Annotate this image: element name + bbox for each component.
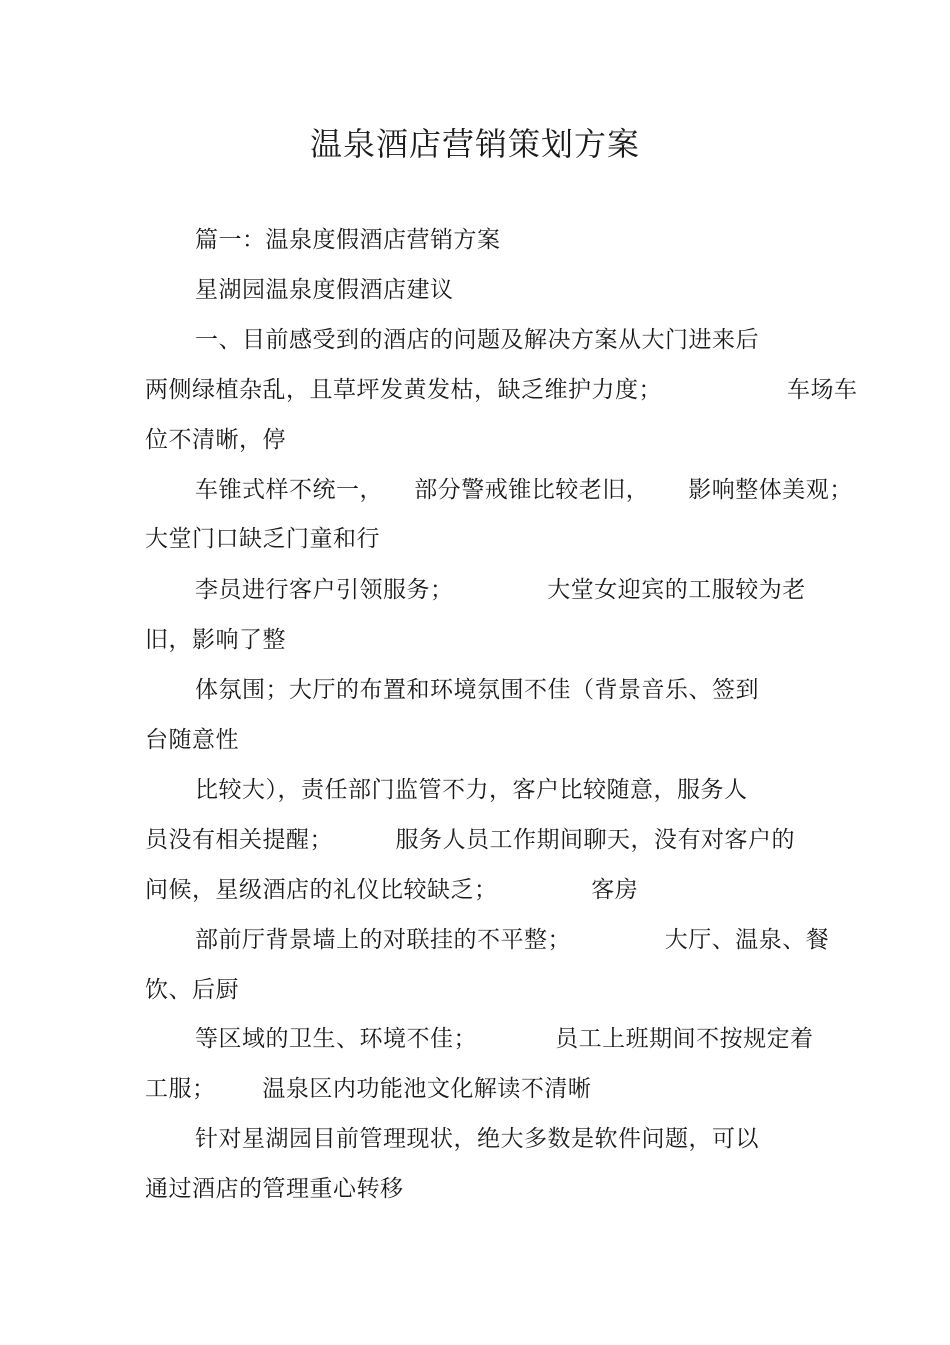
paragraph-line: 通过酒店的管理重心转移 xyxy=(145,1176,404,1202)
paragraph-line: 大堂门口缺乏门童和行 xyxy=(145,526,380,552)
paragraph-line: 饮、后厨 xyxy=(145,977,239,1003)
paragraph-line: 篇一：温泉度假酒店营销方案 xyxy=(195,227,501,253)
paragraph-line: 针对星湖园目前管理现状，绝大多数是软件问题，可以 xyxy=(195,1126,759,1152)
paragraph-line: 旧，影响了整 xyxy=(145,627,286,653)
paragraph-line: 星湖园温泉度假酒店建议 xyxy=(195,277,454,303)
paragraph-line: 比较大），责任部门监管不力，客户比较随意，服务人 xyxy=(195,777,748,803)
paragraph-line: 问候，星级酒店的礼仪比较缺乏； 客房 xyxy=(145,877,639,903)
paragraph-line: 一、目前感受到的酒店的问题及解决方案从大门进来后 xyxy=(195,327,759,353)
paragraph-line: 车锥式样不统一， 部分警戒锥比较老旧， 影响整体美观； xyxy=(195,477,853,503)
paragraph-line: 台随意性 xyxy=(145,727,239,753)
paragraph-line: 工服； 温泉区内功能池文化解读不清晰 xyxy=(145,1076,592,1102)
paragraph-line: 员没有相关提醒； 服务人员工作期间聊天，没有对客户的 xyxy=(145,827,795,853)
paragraph-line: 李员进行客户引领服务； 大堂女迎宾的工服较为老 xyxy=(195,577,806,603)
paragraph-line: 等区域的卫生、环境不佳； 员工上班期间不按规定着 xyxy=(195,1026,814,1052)
paragraph-line: 体氛围；大厅的布置和环境氛围不佳（背景音乐、签到 xyxy=(195,677,759,703)
document-title: 温泉酒店营销策划方案 xyxy=(309,125,640,163)
paragraph-line: 位不清晰，停 xyxy=(145,427,286,453)
paragraph-line: 两侧绿植杂乱，且草坪发黄发枯，缺乏维护力度； 车场车 xyxy=(145,377,858,403)
paragraph-line: 部前厅背景墙上的对联挂的不平整； 大厅、温泉、餐 xyxy=(195,927,830,953)
